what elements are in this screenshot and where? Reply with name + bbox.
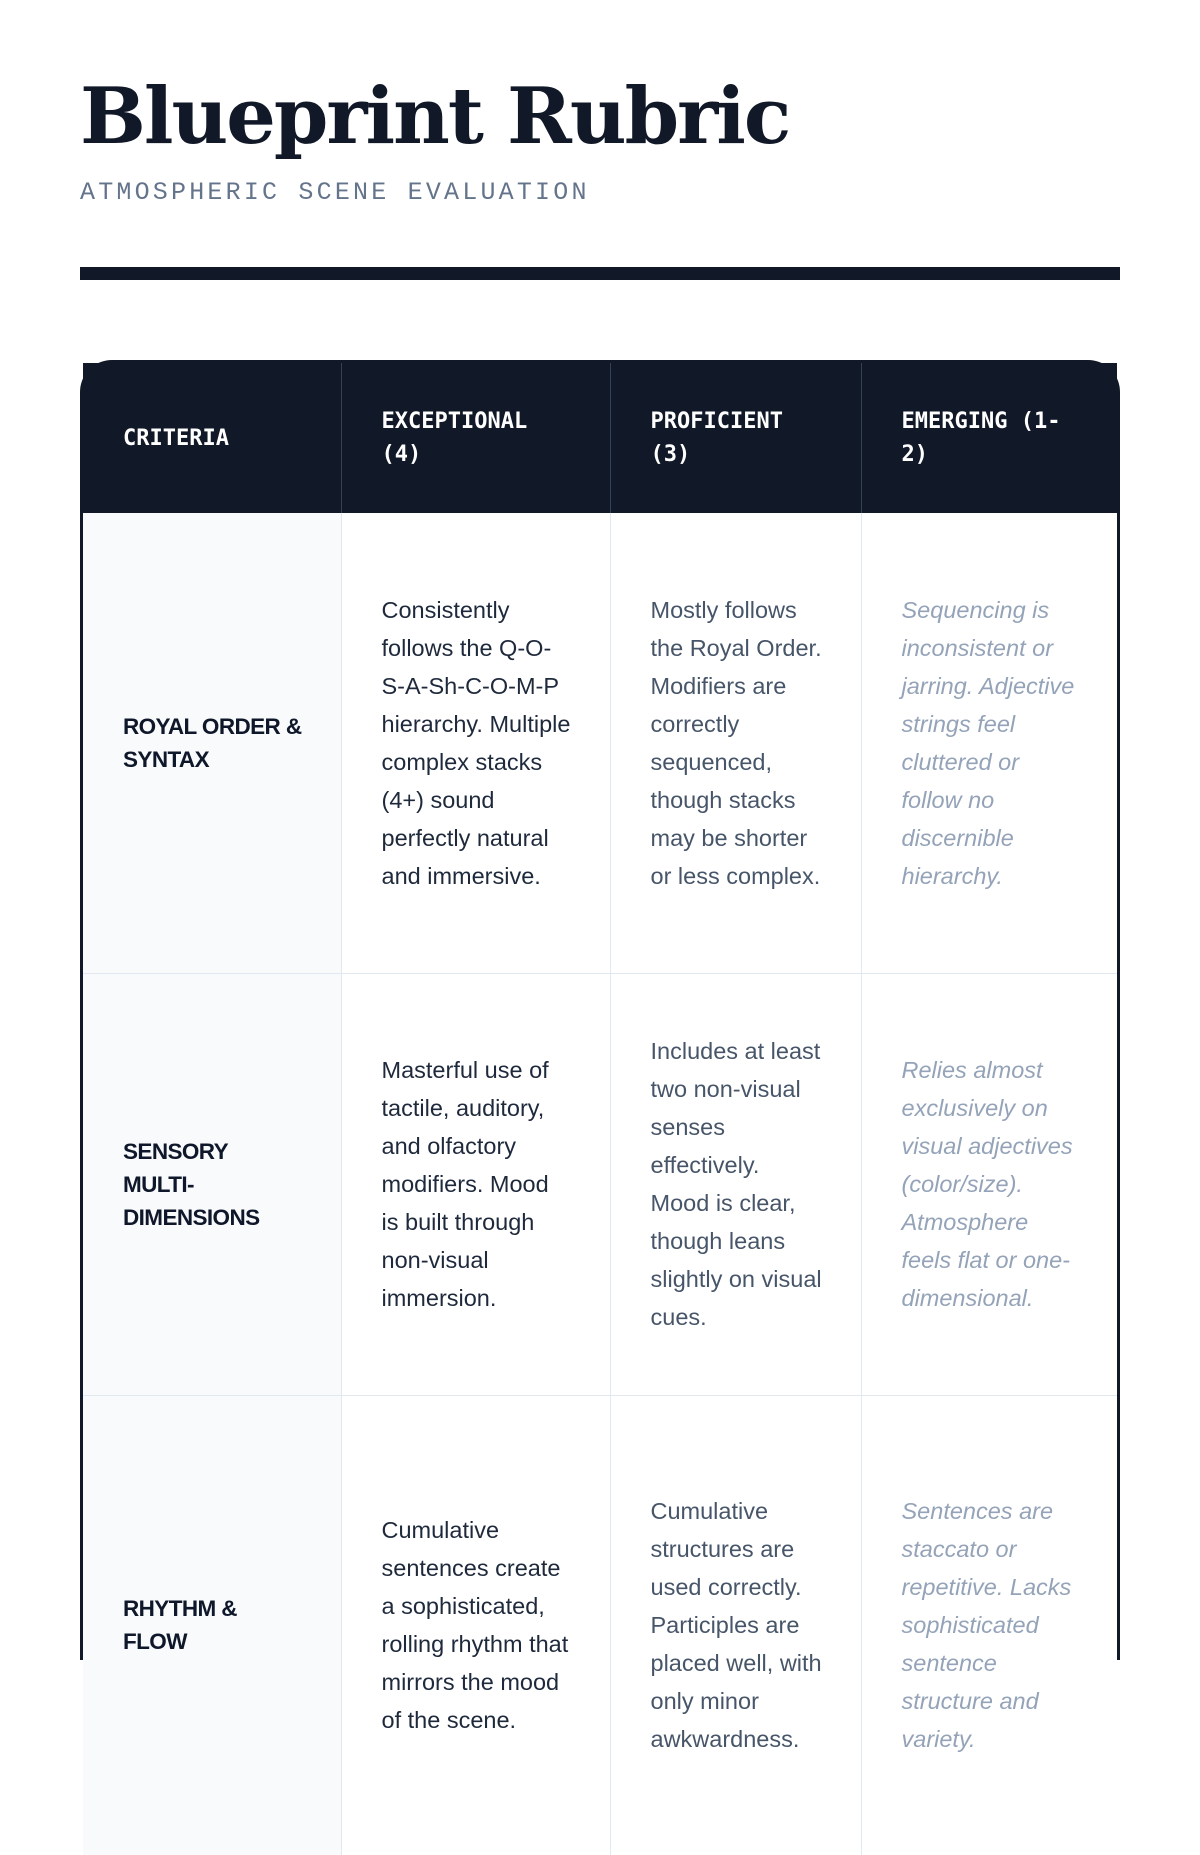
page-subtitle: ATMOSPHERIC SCENE EVALUATION [80,178,590,207]
emerging-cell: Relies almost exclusively on visual adjectives (color/size). Atmosphere feels flat or one-dimensional. [861,973,1117,1395]
table-body [83,513,1117,1855]
proficient-cell: Includes at least two non-visual senses effectively. Mood is clear, though leans slightly on visual cues. [610,973,861,1395]
proficient-cell: Mostly follows the Royal Order. Modifiers are correctly sequenced, though stacks may be shorter or less complex. [610,513,861,973]
criterion-cell: RHYTHM & FLOW [83,1395,341,1855]
emerging-cell: Sequencing is inconsistent or jarring. Adjective strings feel cluttered or follow no discernible hierarchy. [861,513,1117,973]
table-header [83,363,1117,513]
exceptional-cell: Cumulative sentences create a sophisticated, rolling rhythm that mirrors the mood of the scene. [341,1395,610,1855]
rubric-table-container [80,360,1120,1753]
emerging-cell: Sentences are staccato or repetitive. Lacks sophisticated sentence structure and variety. [861,1395,1117,1855]
column-header-emerging: EMERGING (1-2) [861,363,1117,513]
proficient-cell: Cumulative structures are used correctly. Participles are placed well, with only minor awkwardness. [610,1395,861,1855]
page-title: Blueprint Rubric [80,71,790,162]
header-divider [80,267,1120,280]
criterion-cell: SENSORY MULTI-DIMENSIONS [83,973,341,1395]
header-row [83,363,1117,513]
table-row [83,973,1117,1395]
exceptional-cell: Consistently follows the Q-O-S-A-Sh-C-O-M-P hierarchy. Multiple complex stacks (4+) sound perfectly natural and immersive. [341,513,610,973]
criterion-cell: ROYAL ORDER & SYNTAX [83,513,341,973]
exceptional-cell: Masterful use of tactile, auditory, and olfactory modifiers. Mood is built through non-visual immersion. [341,973,610,1395]
column-header-proficient: PROFICIENT (3) [610,363,861,513]
column-header-exceptional: EXCEPTIONAL (4) [341,363,610,513]
table-row [83,513,1117,973]
table-row [83,1395,1117,1855]
rubric-table [83,363,1117,1855]
column-header-criteria: CRITERIA [123,425,229,451]
